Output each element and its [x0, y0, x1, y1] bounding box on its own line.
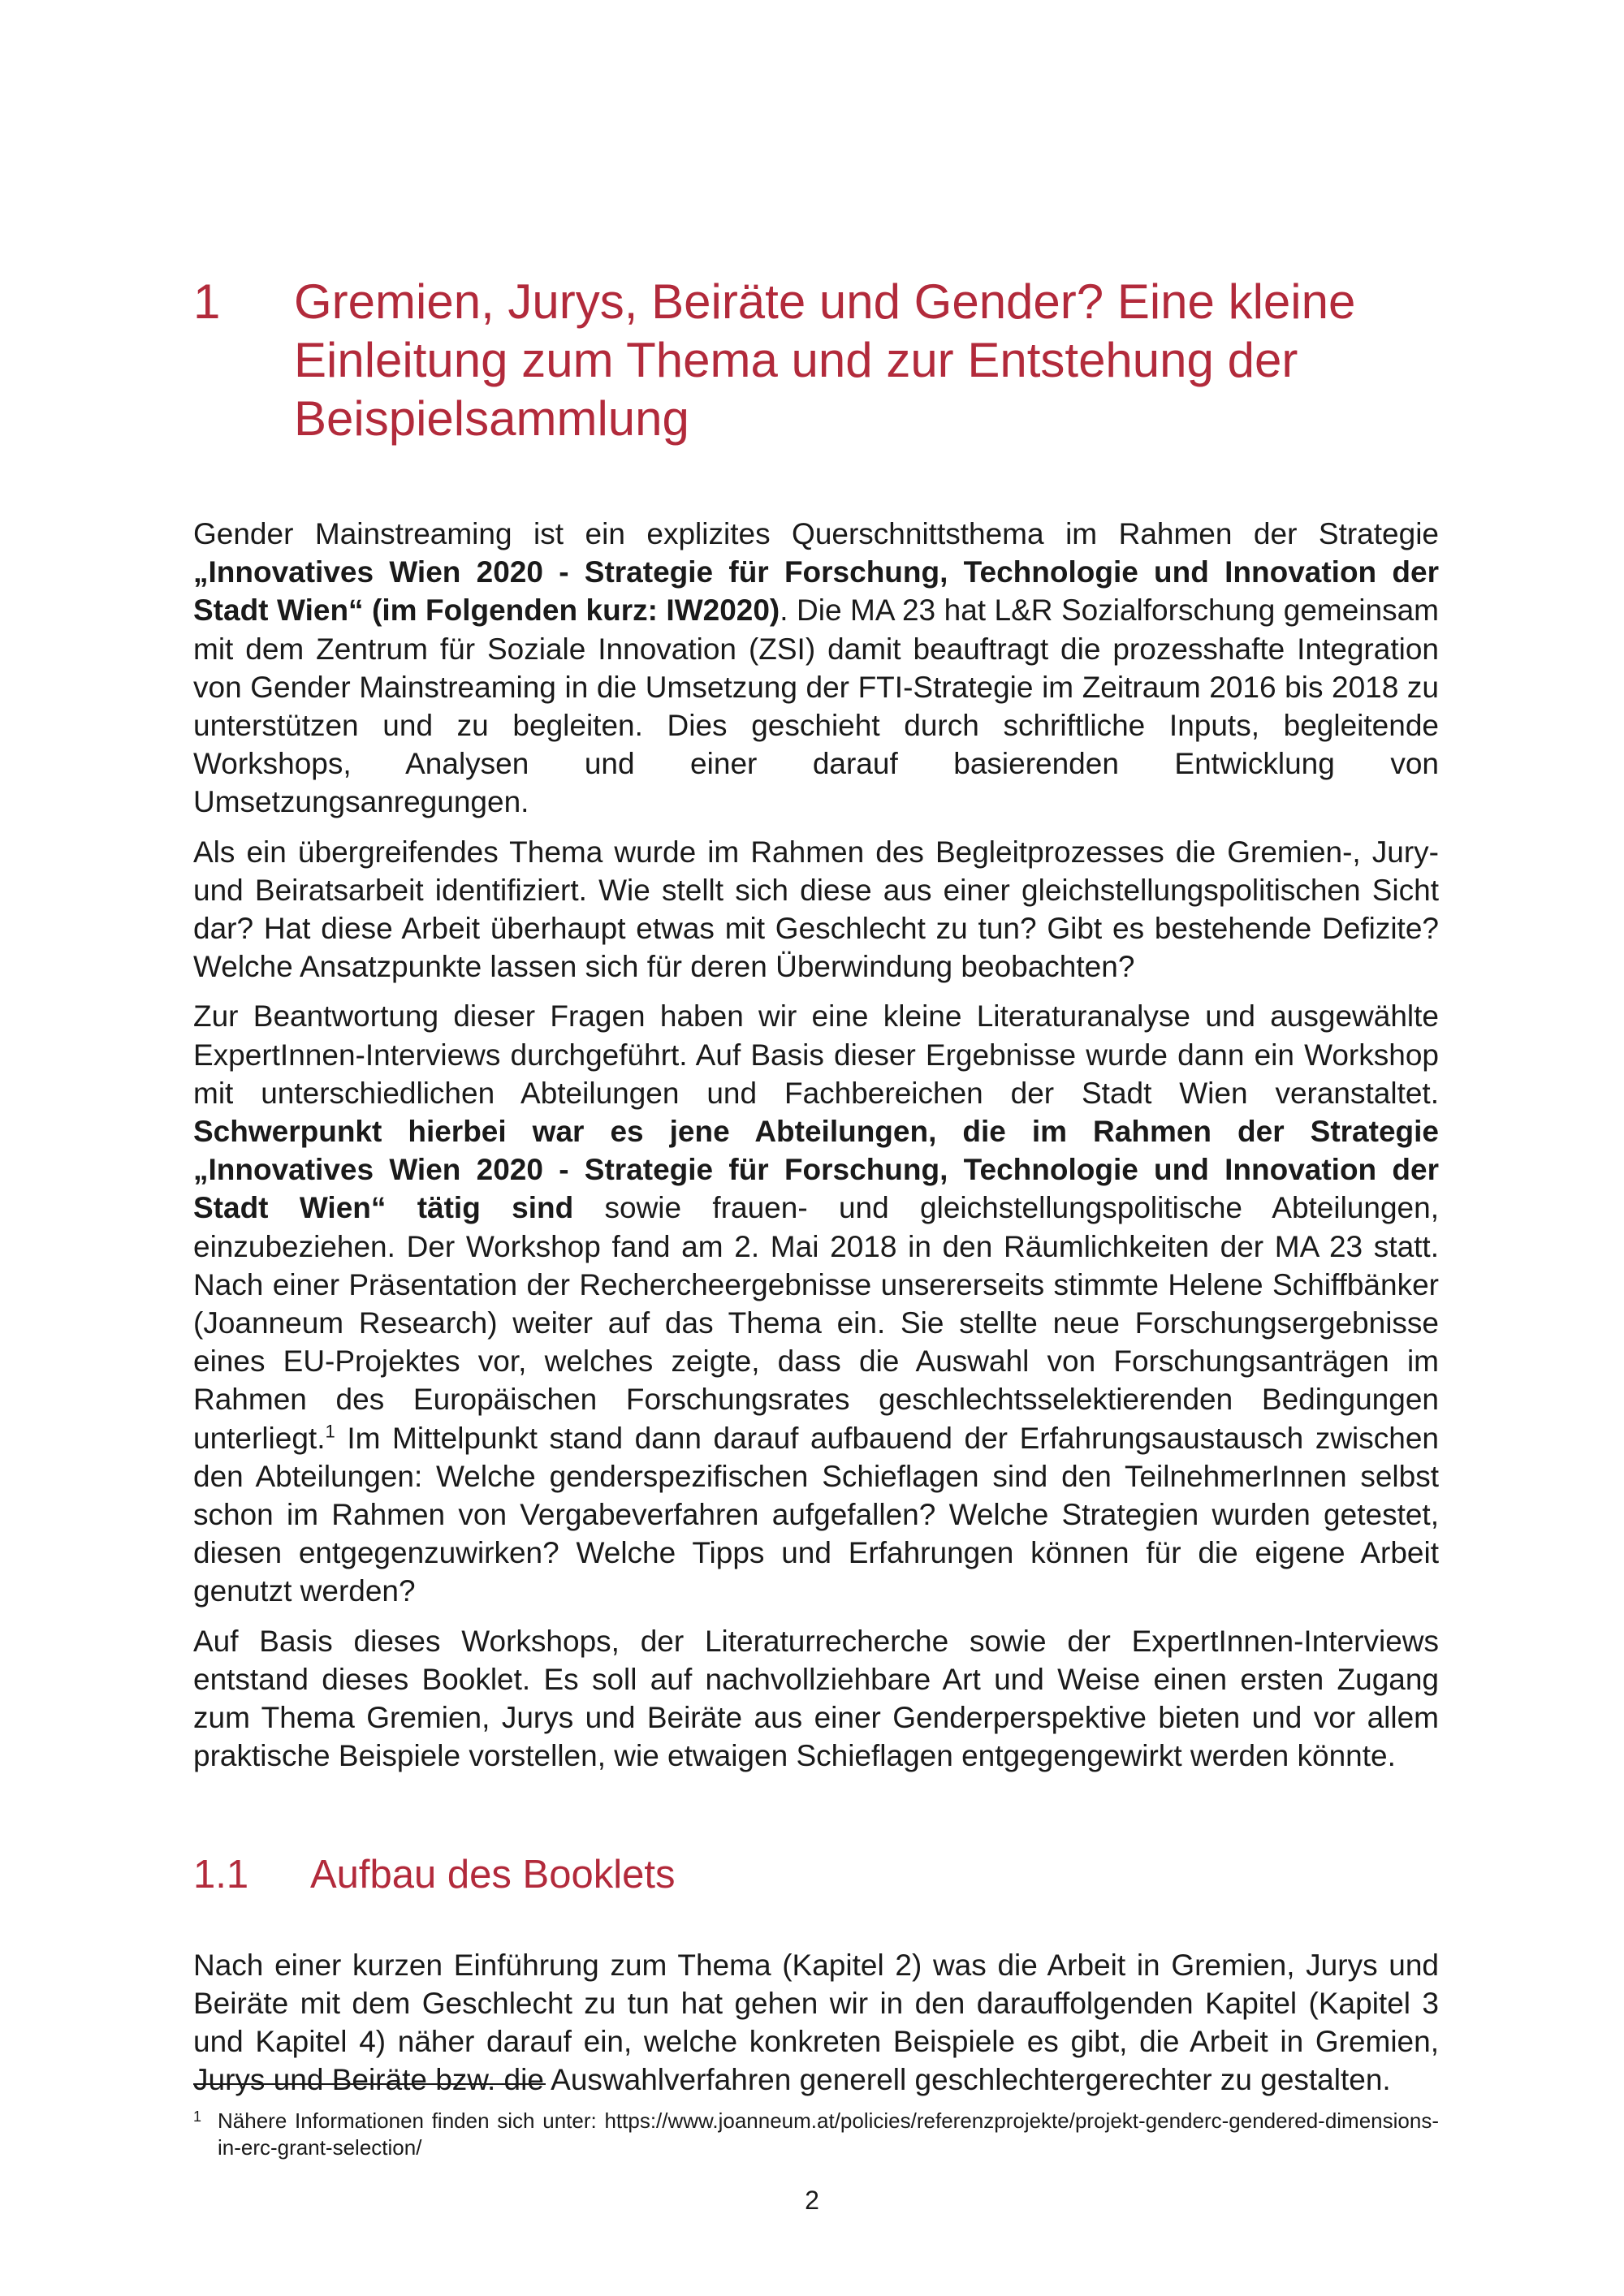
footnote-divider — [193, 2083, 546, 2085]
paragraph-method — [193, 997, 1439, 1610]
paragraph-method-focus: Schwerpunkt hierbei war es jene Abteilungen, die im Rahmen der Strategie „Innovatives Wien 2020 - Strategie für Forschung, Technologie und Innovation der Stadt Wien“ tätig sind — [193, 1115, 1439, 1225]
footnote-text[interactable]: Nähere Informationen finden sich unter: https://www.joanneum.at/policies/referenzprojekte/projekt-genderc-gendered-dimensions-in-erc-grant-selection/ — [218, 2108, 1439, 2160]
chapter-heading — [193, 273, 1439, 448]
section-number: 1.1 — [193, 1852, 249, 1897]
section-heading — [193, 1850, 1439, 1899]
page-number: 2 — [805, 2186, 819, 2215]
section-title: Aufbau des Booklets — [310, 1852, 676, 1897]
paragraph-intro-strategy-name: „Innovatives Wien 2020 - Strategie für Forschung, Technologie und Innovation der Stadt Wien“ (im Folgenden kurz: IW2020) — [193, 555, 1439, 628]
footnote-reference[interactable]: 1 — [325, 1421, 335, 1442]
footnote — [193, 2108, 1439, 2161]
paragraph-method-text-c: sowie frauen- und gleichstellungspolitische Abteilungen, einzubeziehen. Der Workshop fand am 2. Mai 2018 in den Räumlichkeiten der MA 23 statt. Nach einer Präsentation der Rechercheergebnisse unsererseits stimmte Helene Schiffbänker (Joanneum Research) weiter auf das Thema ein. Sie stellte neue Forschungsergebnisse eines EU-Projektes vor, welches zeigte, dass die Auswahl von Forschungsanträgen im Rahmen des Europäischen Forschungsrates geschlechtsselektierenden Bedingungen unterliegt. — [193, 1191, 1439, 1455]
paragraph-intro — [193, 515, 1439, 822]
chapter-number: 1 — [193, 274, 221, 329]
paragraph-intro-text-c: . Die MA 23 hat L&R Sozialforschung gemeinsam mit dem Zentrum für Soziale Innovation (ZSI) damit beauftragt die prozesshafte Integration von Gender Mainstreaming in die Umsetzung der FTI-Strategie im Zeitraum 2016 bis 2018 zu unterstützen und zu begleiten. Dies geschieht durch schriftliche Inputs, begleitende Workshops, Analysen und einer darauf basierenden Entwicklung von Umsetzungsanregungen. — [193, 593, 1440, 819]
footnote-mark: 1 — [193, 2108, 202, 2125]
paragraph-intro-text-a: Gender Mainstreaming ist ein explizites Querschnittsthema im Rahmen der Strategie — [193, 517, 1439, 550]
paragraph-booklet: Auf Basis dieses Workshops, der Literaturrecherche sowie der ExpertInnen-Interviews entstand dieses Booklet. Es soll auf nachvollziehbare Art und Weise einen ersten Zugang zum Thema Gremien, Jurys und Beiräte aus einer Genderperspektive bieten und vor allem praktische Beispiele vorstellen, wie etwaigen Schieflagen entgegengewirkt werden könnte. — [193, 1624, 1439, 1773]
paragraph-method-text-a: Zur Beantwortung dieser Fragen haben wir eine kleine Literaturanalyse und ausgewählte ExpertInnen-Interviews durchgeführt. Auf Basis dieser Ergebnisse wurde dann ein Workshop mit unterschiedlichen Abteilungen und Fachbereichen der Stadt Wien veranstaltet. — [193, 999, 1439, 1110]
paragraph-method-text-d: Im Mittelpunkt stand dann darauf aufbauend der Erfahrungsaustausch zwischen den Abteilungen: Welche genderspezifischen Schieflagen sind den TeilnehmerInnen selbst schon im Rahmen von Vergabeverfahren aufgefallen? Welche Strategien wurden getestet, diesen entgegenzuwirken? Welche Tipps und Erfahrungen können für die eigene Arbeit genutzt werden? — [193, 1421, 1439, 1608]
chapter-title: Gremien, Jurys, Beiräte und Gender? Eine kleine Einleitung zum Thema und zur Entstehung der Beispielsammlung — [294, 274, 1356, 446]
page-content — [193, 273, 1439, 2110]
paragraph-topic: Als ein übergreifendes Thema wurde im Rahmen des Begleitprozesses die Gremien-, Jury- und Beiratsarbeit identifiziert. Wie stellt sich diese aus einer gleichstellungspolitischen Sicht dar? Hat diese Arbeit überhaupt etwas mit Geschlecht zu tun? Gibt es bestehende Defizite? Welche Ansatzpunkte lassen sich für deren Überwindung beobachten? — [193, 835, 1439, 984]
paragraph-structure: Nach einer kurzen Einführung zum Thema (Kapitel 2) was die Arbeit in Gremien, Jurys und Beiräte mit dem Geschlecht zu tun hat gehen wir in den darauffolgenden Kapitel (Kapitel 3 und Kapitel 4) näher darauf ein, welche konkreten Beispiele es gibt, die Arbeit in Gremien, Jurys und Beiräte bzw. die Auswahlverfahren generell geschlechtergerechter zu gestalten. — [193, 1948, 1439, 2097]
